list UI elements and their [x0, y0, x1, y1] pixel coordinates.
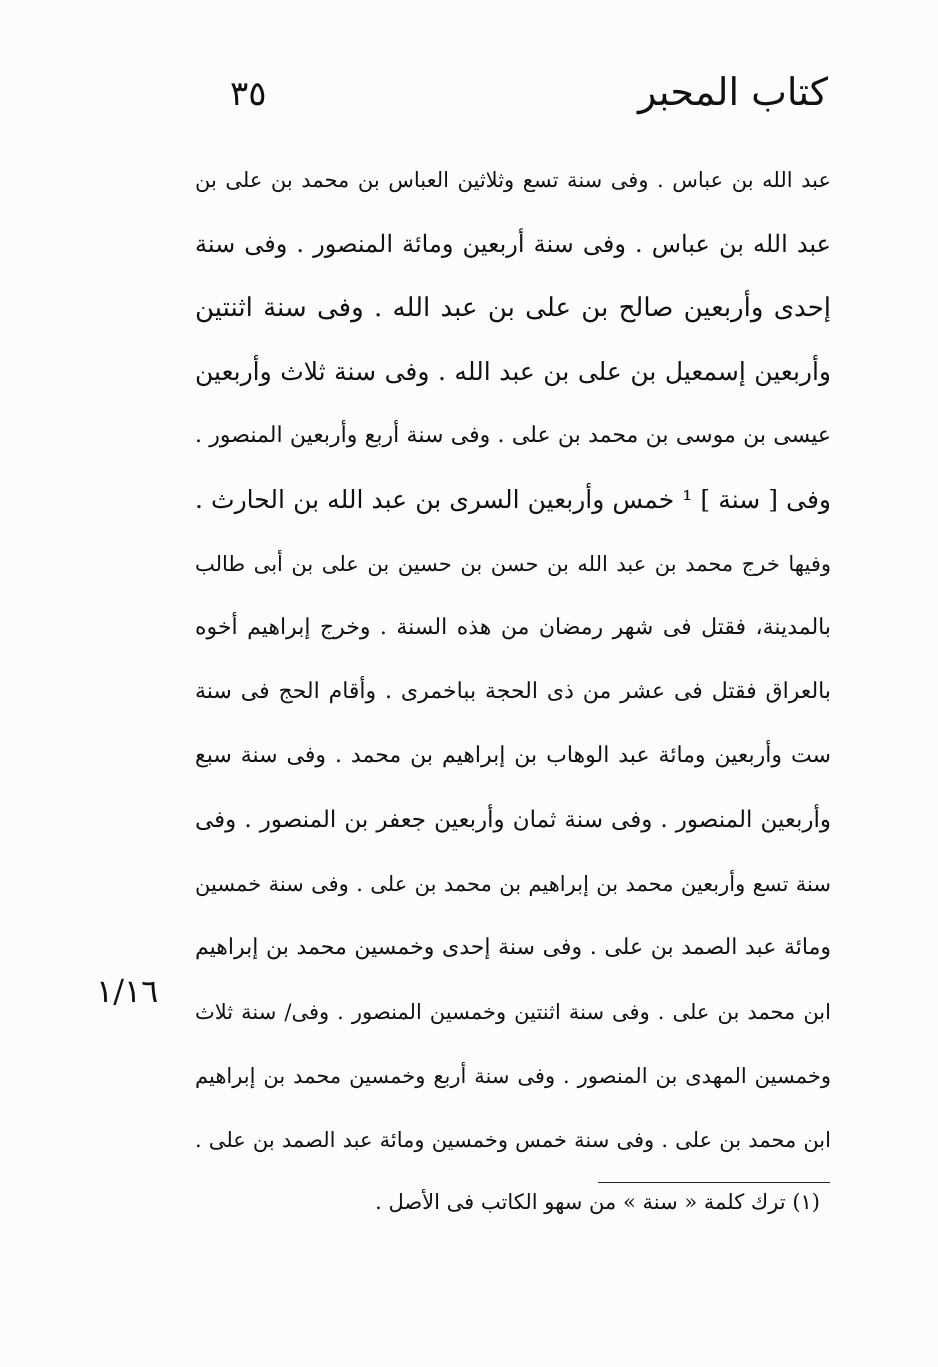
book-title: كتاب المحبر — [637, 70, 828, 114]
text-line: وأربعين إسمعيل بن على بن عبد الله . وفى سنة ثلاث وأربعين — [195, 357, 831, 386]
text-line: عبد الله بن عباس . وفى سنة تسع وثلاثين العباس بن محمد بن على بن — [195, 168, 831, 192]
page-number: ٣٥ — [230, 74, 267, 114]
text-line: ومائة عبد الصمد بن على . وفى سنة إحدى وخمسين محمد بن إبراهيم — [195, 935, 831, 960]
text-line: بالمدينة، فقتل فى شهر رمضان من هذه السنة . وخرج إبراهيم أخوه — [195, 615, 831, 640]
text-line: بالعراق فقتل فى عشر من ذى الحجة بباخمرى . وأقام الحج فى سنة — [195, 679, 831, 704]
text-line: ابن محمد بن على . وفى سنة اثنتين وخمسين المنصور . وفى/ سنة ثلاث — [195, 1000, 831, 1024]
text-line: عيسى بن موسى بن محمد بن على . وفى سنة أربع وأربعين المنصور . — [195, 423, 831, 448]
footnote-divider — [598, 1182, 830, 1183]
text-line: وفى [ سنة ] ¹ خمس وأربعين السرى بن عبد الله بن الحارث . — [195, 485, 831, 514]
text-line: إحدى وأربعين صالح بن على بن عبد الله . وفى سنة اثنتين — [195, 293, 831, 323]
body-text — [195, 148, 831, 1172]
footnote: (١) ترك كلمة « سنة » من سهو الكاتب فى الأصل . — [375, 1190, 820, 1214]
text-line: سنة تسع وأربعين محمد بن إبراهيم بن محمد بن على . وفى سنة خمسين — [195, 872, 831, 896]
text-line: وفيها خرج محمد بن عبد الله بن حسن بن حسين بن على بن أبى طالب — [195, 552, 831, 576]
text-line: عبد الله بن عباس . وفى سنة أربعين ومائة المنصور . وفى سنة — [195, 230, 831, 258]
text-line: ست وأربعين ومائة عبد الوهاب بن إبراهيم بن محمد . وفى سنة سبع — [195, 743, 831, 768]
margin-folio-note: ١/١٦ — [96, 972, 159, 1010]
text-line: ابن محمد بن على . وفى سنة خمس وخمسين ومائة عبد الصمد بن على . — [195, 1128, 831, 1152]
text-line: وأربعين المنصور . وفى سنة ثمان وأربعين جعفر بن المنصور . وفى — [195, 807, 831, 833]
text-line: وخمسين المهدى بن المنصور . وفى سنة أربع وخمسين محمد بن إبراهيم — [195, 1064, 831, 1088]
page-header — [200, 70, 828, 130]
